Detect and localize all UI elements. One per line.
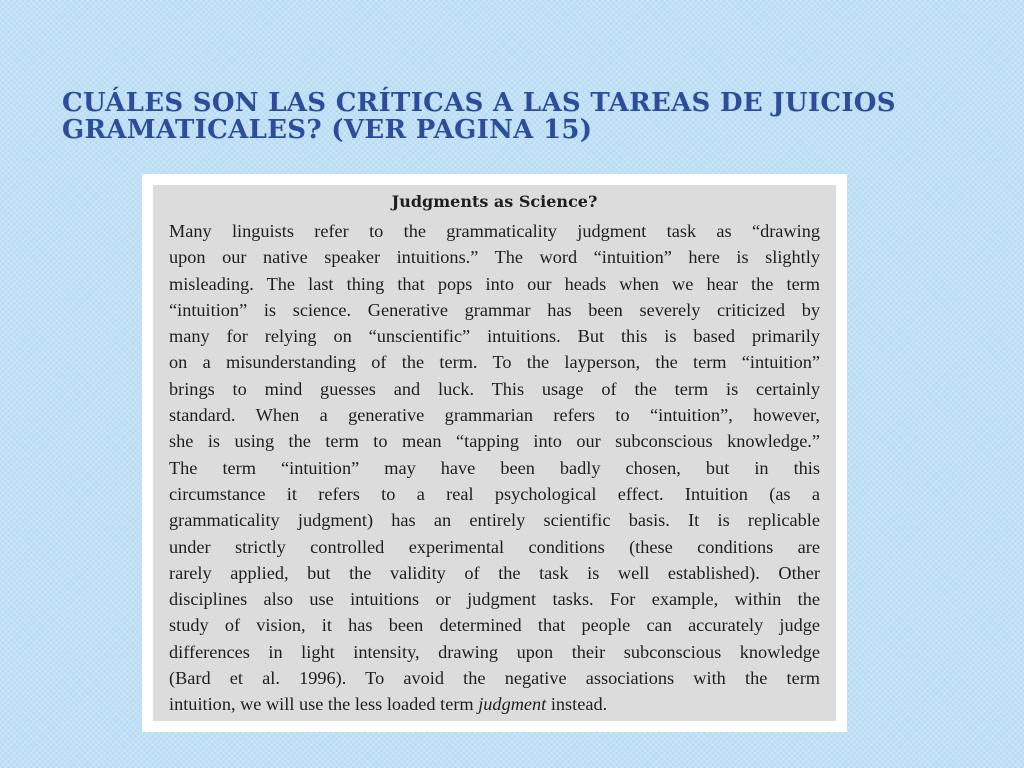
excerpt-line: disciplines also use intuitions or judgment tasks. For example, within the <box>169 589 820 610</box>
excerpt-line: under strictly controlled experimental conditions (these conditions are <box>169 536 820 557</box>
excerpt-line: study of vision, it has been determined that people can accurately judge <box>169 615 820 636</box>
excerpt-line: misleading. The last thing that pops into our heads when we hear the term <box>169 273 820 294</box>
excerpt-line: brings to mind guesses and luck. This usage of the term is certainly <box>169 378 820 399</box>
excerpt-line: standard. When a generative grammarian refers to “intuition”, however, <box>169 405 820 426</box>
excerpt-line: Many linguists refer to the grammaticality judgment task as “drawing <box>169 221 820 241</box>
emphasized-term: judgment <box>478 694 547 715</box>
excerpt-line: (Bard et al. 1996). To avoid the negative associations with the term <box>169 668 820 689</box>
excerpt-panel <box>153 185 836 721</box>
excerpt-last-line-end: instead. <box>546 694 608 715</box>
excerpt-line: she is using the term to mean “tapping into our subconscious knowledge.” <box>169 431 820 452</box>
excerpt-last-line <box>169 691 820 717</box>
excerpt-line: circumstance it refers to a real psychological effect. Intuition (as a <box>169 483 820 504</box>
excerpt-line: grammaticality judgment) has an entirely scientific basis. It is replicable <box>169 510 820 531</box>
excerpt-line: on a misunderstanding of the term. To the layperson, the term “intuition” <box>169 352 820 373</box>
excerpt-body <box>169 218 820 718</box>
excerpt-line: upon our native speaker intuitions.” The word “intuition” here is slightly <box>169 247 820 268</box>
excerpt-line: rarely applied, but the validity of the task is well established). Other <box>169 562 820 583</box>
excerpt-line: “intuition” is science. Generative grammar has been severely criticized by <box>169 299 820 320</box>
excerpt-line: differences in light intensity, drawing upon their subconscious knowledge <box>169 641 820 662</box>
excerpt-last-line-start: intuition, we will use the less loaded term <box>169 694 479 715</box>
book-excerpt-image <box>142 174 847 732</box>
excerpt-line: many for relying on “unscientific” intuitions. But this is based primarily <box>169 326 820 347</box>
excerpt-line: The term “intuition” may have been badly chosen, but in this <box>169 457 820 478</box>
slide-title: CUÁLES SON LAS CRÍTICAS A LAS TAREAS DE JUICIOS GRAMATICALES? (VER PAGINA 15) <box>62 88 896 145</box>
excerpt-heading: Judgments as Science? <box>391 192 598 211</box>
